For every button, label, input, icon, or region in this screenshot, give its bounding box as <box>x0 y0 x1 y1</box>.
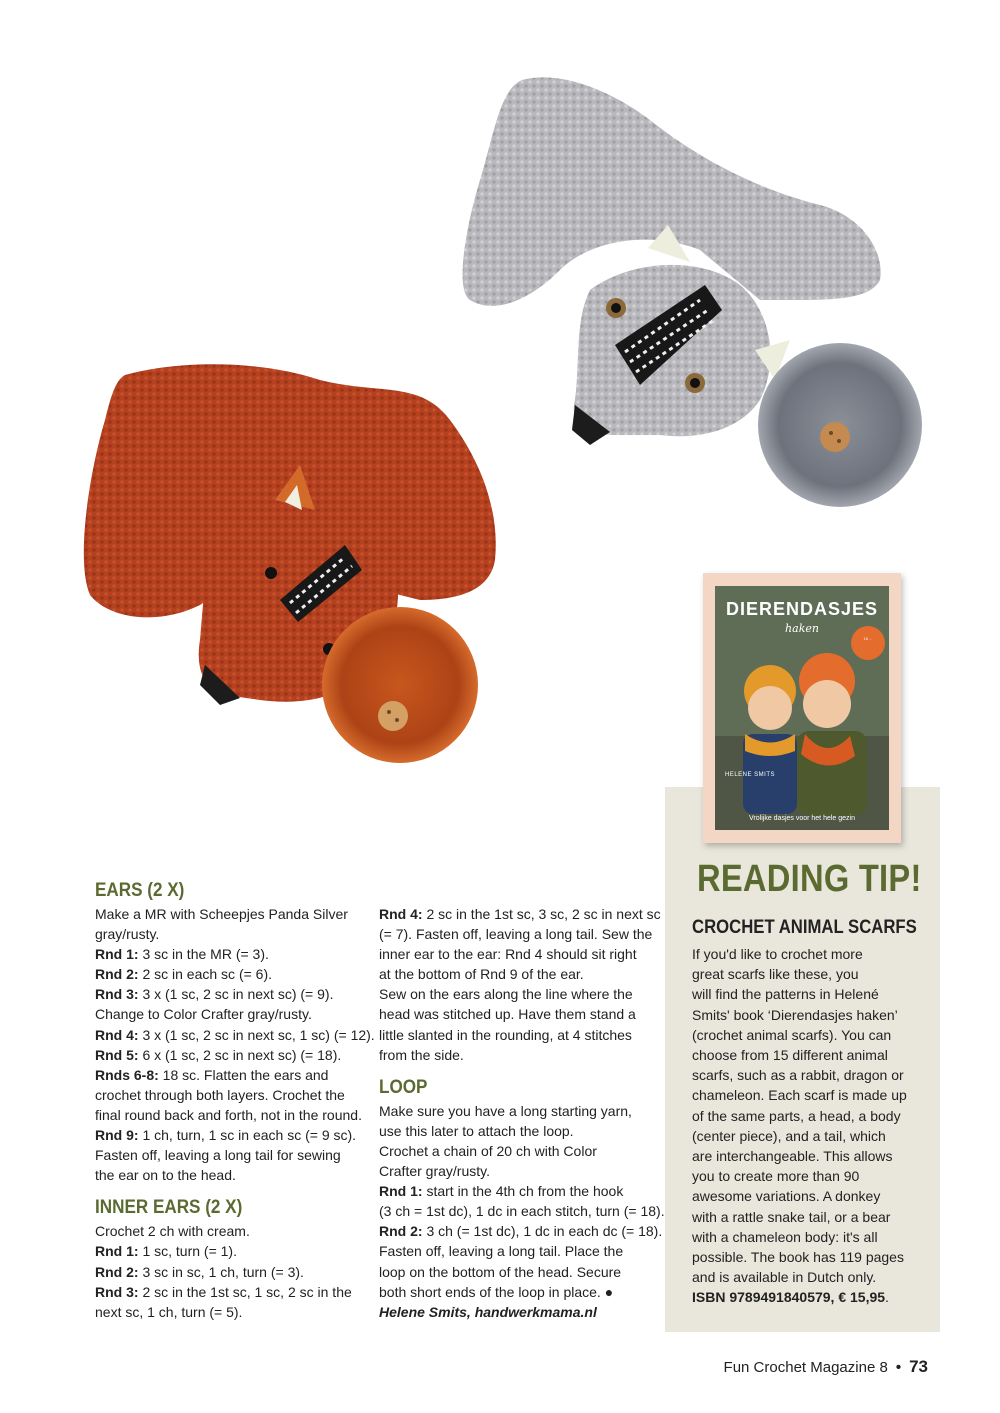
tip-line: great scarfs like these, you <box>692 966 859 983</box>
ears-line <box>95 1145 365 1165</box>
round-text: Make sure you have a long starting yarn, <box>379 1102 632 1119</box>
ears-line <box>95 964 365 984</box>
ears-line <box>95 1085 365 1105</box>
round-text: both short ends of the loop in place. ● <box>379 1283 614 1300</box>
loop-line <box>379 1121 649 1141</box>
tip-line: and is available in Dutch only. <box>692 1269 877 1286</box>
round-text: Crochet a chain of 20 ch with Color <box>379 1142 597 1159</box>
round-text: (= 7). Fasten off, leaving a long tail. Sew the <box>379 926 653 943</box>
round-text: 3 x (1 sc, 2 sc in next sc) (= 9). <box>138 986 334 1003</box>
round-label: Rnd 3: <box>95 1283 139 1300</box>
tip-line: possible. The book has 119 pages <box>692 1249 904 1266</box>
round-text: Crochet 2 ch with cream. <box>95 1223 250 1240</box>
round-label: Rnd 1: <box>379 1183 423 1200</box>
pattern-column-1 <box>95 878 375 1322</box>
tip-line: chameleon. Each scarf is made up <box>692 1087 907 1104</box>
pattern-column-2 <box>379 904 665 1322</box>
round-text: from the side. <box>379 1046 464 1063</box>
round-text: 3 x (1 sc, 2 sc in next sc, 1 sc) (= 12). <box>138 1026 375 1043</box>
round-text: 2 sc in the 1st sc, 3 sc, 2 sc in next sc <box>422 906 661 922</box>
round-text: Sew on the ears along the line where the <box>379 986 633 1003</box>
book-author: HELENE SMITS <box>725 772 776 778</box>
round-text: head was stitched up. Have them stand a <box>379 1006 636 1023</box>
book-cover-image <box>715 586 889 830</box>
ears-line <box>95 1105 365 1125</box>
inner-ears-line <box>379 1004 649 1024</box>
tip-line: are interchangeable. This allows <box>692 1148 893 1165</box>
round-label: Rnd 5: <box>95 1046 139 1063</box>
round-text: 2 sc in each sc (= 6). <box>138 966 273 983</box>
tip-isbn-suffix: . <box>885 1289 889 1306</box>
tip-isbn: ISBN 9789491840579, € 15,95 <box>692 1289 886 1306</box>
magazine-name: Fun Crochet Magazine 8 <box>723 1359 888 1376</box>
round-text: at the bottom of Rnd 9 of the ear. <box>379 966 584 983</box>
gray-scarf-illustration <box>463 77 922 507</box>
round-text: 18 sc. Flatten the ears and <box>158 1066 329 1083</box>
tip-line: with a chameleon body: it's all <box>692 1228 878 1245</box>
round-text: gray/rusty. <box>95 926 160 943</box>
inner-ears-line <box>379 904 661 924</box>
inner-ears-line <box>379 964 649 984</box>
round-text: crochet through both layers. Crochet the <box>95 1086 345 1103</box>
round-label: Rnd 2: <box>95 1263 139 1280</box>
round-text: 1 ch, turn, 1 sc in each sc (= 9 sc). <box>138 1127 357 1144</box>
round-label: Rnd 4: <box>379 906 423 922</box>
loop-line <box>379 1221 663 1241</box>
tip-line: of the same parts, a head, a body <box>692 1107 901 1124</box>
tip-isbn-line <box>692 1287 924 1307</box>
round-label: Rnd 4: <box>95 1026 139 1043</box>
ears-line <box>95 924 365 944</box>
tip-line: choose from 15 different animal <box>692 1047 888 1064</box>
inner-ears-line <box>95 1241 365 1261</box>
ears-line <box>95 904 365 924</box>
loop-line <box>379 1241 649 1261</box>
loop-line <box>379 1101 649 1121</box>
round-text: 6 x (1 sc, 2 sc in next sc) (= 18). <box>138 1046 342 1063</box>
book-tagline: Vrolijke dasjes voor het hele gezin <box>749 815 855 822</box>
round-label: Rnd 9: <box>95 1127 139 1144</box>
loop-line <box>379 1181 649 1201</box>
round-text: final round back and forth, not in the round. <box>95 1106 362 1123</box>
inner-ears-line <box>95 1262 365 1282</box>
round-text: 3 ch (= 1st dc), 1 dc in each dc (= 18). <box>422 1223 663 1240</box>
round-label: Rnd 2: <box>95 966 139 983</box>
round-label: Rnd 1: <box>95 1243 139 1260</box>
inner-ears-line <box>379 924 653 944</box>
inner-ears-line <box>379 944 649 964</box>
round-text: (3 ch = 1st dc), 1 dc in each stitch, turn (= 18). <box>379 1203 665 1220</box>
page-footer <box>724 1357 928 1377</box>
round-text: use this later to attach the loop. <box>379 1122 574 1139</box>
tip-line: (crochet animal scarfs). You can <box>692 1026 892 1043</box>
footer-bullet: • <box>895 1359 902 1376</box>
round-text: next sc, 1 ch, turn (= 5). <box>95 1303 243 1320</box>
designer-credit: Helene Smits, handwerkmama.nl <box>379 1303 597 1320</box>
ears-line <box>95 1045 365 1065</box>
book-badge: 15 ... <box>851 626 885 660</box>
loop-line <box>379 1161 649 1181</box>
inner-ears-line <box>379 984 649 1004</box>
tip-line: awesome variations. A donkey <box>692 1188 881 1205</box>
inner-ears-line <box>95 1221 365 1241</box>
page-number: 73 <box>909 1357 928 1376</box>
round-label: Rnd 2: <box>379 1223 423 1240</box>
loop-heading: LOOP <box>379 1076 428 1098</box>
tip-line: Smits' book ‘Dierendasjes haken’ <box>692 1006 898 1023</box>
round-text: 3 sc in the MR (= 3). <box>138 946 269 963</box>
round-label: Rnd 1: <box>95 946 139 963</box>
ears-line <box>95 984 365 1004</box>
round-text: Make a MR with Scheepjes Panda Silver <box>95 906 348 922</box>
round-text: 3 sc in sc, 1 ch, turn (= 3). <box>138 1263 304 1280</box>
tip-line: scarfs, such as a rabbit, dragon or <box>692 1067 904 1084</box>
inner-ears-line <box>95 1302 365 1322</box>
round-text: 1 sc, turn (= 1). <box>138 1243 237 1260</box>
tip-line: If you'd like to crochet more <box>692 946 863 962</box>
ears-line <box>95 944 365 964</box>
reading-tip-subheading: CROCHET ANIMAL SCARFS <box>692 917 917 938</box>
round-text: Fasten off, leaving a long tail for sewing <box>95 1147 341 1164</box>
tip-line: you to create more than 90 <box>692 1168 860 1185</box>
inner-ears-heading: INNER EARS (2 X) <box>95 1197 243 1219</box>
ears-line <box>95 1125 365 1145</box>
round-text: start in the 4th ch from the hook <box>422 1183 624 1200</box>
round-text: the ear on to the head. <box>95 1167 236 1184</box>
inner-ears-line <box>379 1045 649 1065</box>
round-text: Change to Color Crafter gray/rusty. <box>95 1006 312 1023</box>
round-label: Rnd 3: <box>95 986 139 1003</box>
reading-tip-body <box>692 944 924 1308</box>
ears-line <box>95 1065 365 1085</box>
reading-tip-heading: READING TIP! <box>697 858 922 900</box>
round-text: 2 sc in the 1st sc, 1 sc, 2 sc in the <box>138 1283 352 1300</box>
inner-ears-line <box>379 1025 649 1045</box>
tip-line: with a rattle snake tail, or a bear <box>692 1208 891 1225</box>
loop-line <box>379 1262 649 1282</box>
round-label: Rnds 6-8: <box>95 1066 159 1083</box>
rust-scarf-illustration <box>84 364 496 763</box>
round-text: inner ear to the ear: Rnd 4 should sit right <box>379 946 637 963</box>
round-text: little slanted in the rounding, at 4 stitches <box>379 1026 632 1043</box>
book-title: DIERENDASJES <box>725 599 879 619</box>
ears-line <box>95 1165 365 1185</box>
ears-heading: EARS (2 X) <box>95 880 185 901</box>
round-text: Fasten off, leaving a long tail. Place the <box>379 1243 624 1260</box>
loop-line <box>379 1201 665 1221</box>
round-text: loop on the bottom of the head. Secure <box>379 1263 622 1280</box>
tip-line: will find the patterns in Helené <box>692 986 879 1003</box>
book-subtitle: haken <box>785 622 819 635</box>
loop-line <box>379 1141 649 1161</box>
ears-line <box>95 1004 365 1024</box>
loop-line <box>379 1282 649 1302</box>
tip-line: (center piece), and a tail, which <box>692 1127 886 1144</box>
ears-line <box>95 1025 375 1045</box>
round-text: Crafter gray/rusty. <box>379 1163 490 1180</box>
inner-ears-line <box>95 1282 365 1302</box>
book-cover <box>703 573 901 843</box>
